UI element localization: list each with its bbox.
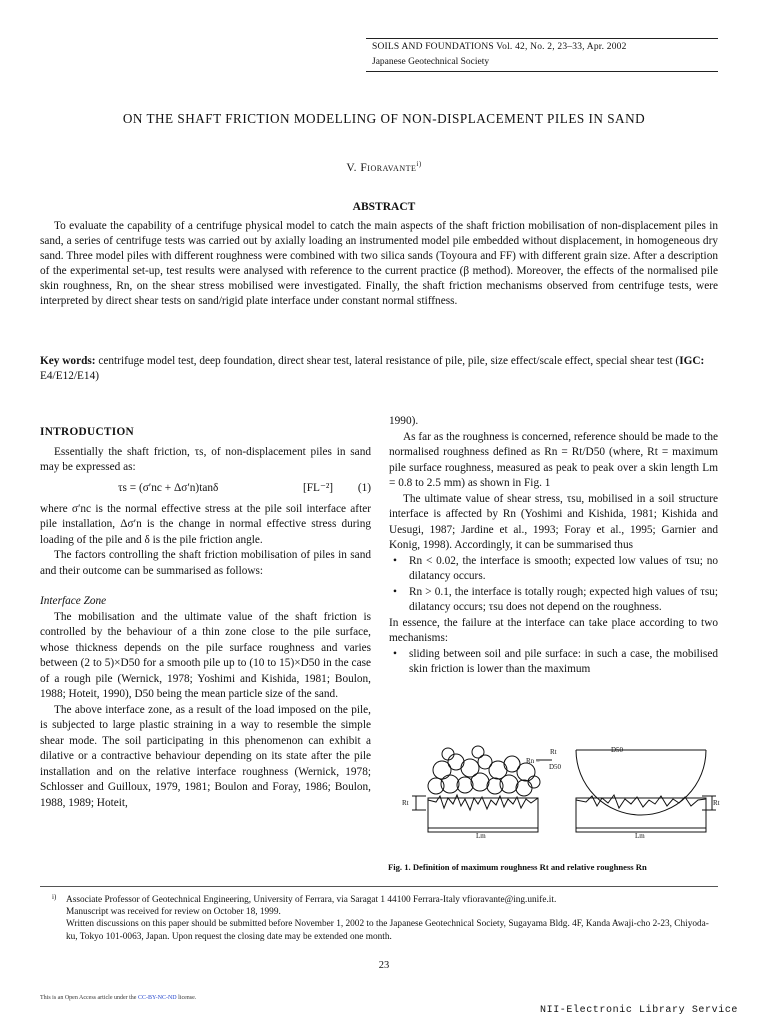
label-rn: Rn = bbox=[526, 757, 540, 765]
author-footnote-mark: i) bbox=[416, 160, 422, 168]
list-item: • Rn > 0.1, the interface is totally rough; expected high values of τsu; dilatancy occurs; τsu does not depend on the roughness. bbox=[389, 585, 718, 616]
figure-caption: Fig. 1. Definition of maximum roughness Rt and relative roughness Rn bbox=[388, 862, 647, 872]
abstract-heading: ABSTRACT bbox=[352, 201, 416, 213]
equation-number: (1) bbox=[357, 481, 371, 494]
open-access-prefix: This is an Open Access article under the bbox=[40, 995, 138, 1001]
figure-1-roughness-diagram bbox=[390, 738, 720, 856]
author-name: Fioravante bbox=[360, 161, 417, 174]
bullet-list bbox=[389, 554, 718, 616]
paragraph: As far as the roughness is concerned, reference should be made to the normalised roughness defined as Rn = Rt/D50 (where, Rt = maximum pile surface roughness, measured as peak to peak over a skin length Lm = 0.8 to 2.5 mm) as shown in Fig. 1 bbox=[389, 430, 718, 489]
paragraph: In essence, the failure at the interface can take place according to two mechanisms: bbox=[389, 616, 718, 644]
igc-codes: E4/E12/E14) bbox=[40, 370, 99, 383]
label-rt-numerator: Rt bbox=[550, 748, 557, 756]
pile-surface-left bbox=[428, 798, 538, 832]
journal-citation: SOILS AND FOUNDATIONS Vol. 42, No. 2, 23–33, Apr. 2002 bbox=[372, 42, 627, 52]
author-initial: V. bbox=[346, 161, 361, 174]
footnote-received: Manuscript was received for review on October 18, 1999. bbox=[66, 907, 281, 918]
list-item: • sliding between soil and pile surface: in such a case, the mobilised skin friction is lower than the maximum bbox=[389, 647, 718, 678]
label-d50: D50 bbox=[611, 746, 624, 754]
sand-grains bbox=[428, 746, 540, 796]
keywords-label: Key words: bbox=[40, 355, 96, 367]
list-item: • Rn < 0.02, the interface is smooth; expected low values of τsu; no dilatancy occurs. bbox=[389, 554, 718, 585]
society-name: Japanese Geotechnical Society bbox=[372, 57, 490, 67]
header-top-rule bbox=[366, 38, 718, 39]
paper-title: ON THE SHAFT FRICTION MODELLING OF NON-DISPLACEMENT PILES IN SAND bbox=[122, 111, 646, 126]
equation-units: [FL⁻²] bbox=[303, 481, 334, 494]
open-access-notice bbox=[40, 995, 196, 1001]
license-link[interactable]: CC-BY-NC-ND bbox=[137, 995, 177, 1001]
keywords bbox=[40, 354, 718, 384]
footnote bbox=[66, 894, 718, 943]
footnote-discussion: Written discussions on this paper should be submitted before November 1, 2002 to the Japanese Geotechnical Society, Sugayama Bldg. 4F, Kanda Awaji-cho 2-23, Chiyoda-ku, Tokyo 101-0063, Japan. Upon request the closing date may be extended one month. bbox=[66, 919, 709, 942]
label-rt-left: Rt bbox=[402, 799, 409, 807]
equation-1 bbox=[40, 480, 371, 500]
paragraph: Essentially the shaft friction, τs, of non-displacement piles in sand may be expressed as: bbox=[40, 445, 371, 473]
paragraph: The mobilisation and the ultimate value of the shaft friction is controlled by the behaviour of a thin zone close to the pile surface, whose thickness depends on the pile surface roughness and varies between (2 to 5)×D50 for a smooth pile up to (10 to 15)×D50 in the case of a rough pile (Wernick, 1978; Yoshimi and Kishida, 1981; Boulon, 1988; Hoteit, 1990), D50 being the mean particle size of the sand. bbox=[40, 610, 371, 700]
label-rt-right: Rt bbox=[713, 799, 720, 807]
paragraph: The factors controlling the shaft friction mobilisation of piles in sand and their outcome can be summarised as follows: bbox=[40, 549, 371, 577]
abstract-text: To evaluate the capability of a centrifuge physical model to catch the main aspects of the shaft friction mobilisation of non-displacement piles in sand, a series of centrifuge tests was carried out by axially loading an instrumented model pile embedded without displacement, in homogeneous dry sand. Three model piles with different roughness were combined with two silica sands (Toyoura and FF) with different grain size. After a description of the experimental set-up, test results were analysed with reference to the current practice (β method). Moreover, the effects of the normalised pile skin roughness, Rn, on the shear stress mobilised were investigated. Finally, the shaft friction mechanisms observed from centrifuge tests, were interpreted by direct shear tests on sand/rigid plate interface under constant normal stiffness. bbox=[40, 220, 718, 308]
label-lm-right: Lm bbox=[635, 832, 645, 840]
author-line bbox=[0, 160, 768, 174]
footnote-rule bbox=[40, 886, 718, 887]
left-column bbox=[40, 425, 371, 811]
roughness-profile-left bbox=[428, 795, 538, 810]
nii-service-label: NII-Electronic Library Service bbox=[540, 1005, 739, 1016]
subheading-interface-zone: Interface Zone bbox=[40, 595, 107, 607]
right-column bbox=[389, 414, 718, 678]
paragraph: where σ′nc is the normal effective stress at the pile soil interface after pile installation, Δσ′n is the change in normal effective stress during loading of the pile and δ is the pile friction angle. bbox=[40, 502, 371, 546]
igc-label: IGC: bbox=[679, 355, 705, 367]
paragraph: 1990). bbox=[389, 415, 419, 427]
label-lm-left: Lm bbox=[476, 832, 486, 840]
paragraph: The ultimate value of shear stress, τsu, mobilised in a soil structure interface is affected by Rn (Yoshimi and Kishida, 1981; Kishida and Uesugi, 1987; Jardine et al., 1993; Foray et al., 1995; Garnier and Konig, 1998). Accordingly, it can be summarised thus bbox=[389, 492, 718, 551]
large-grain-arc bbox=[576, 750, 706, 815]
section-heading-introduction: INTRODUCTION bbox=[40, 426, 134, 438]
keywords-text: centrifuge model test, deep foundation, direct shear test, lateral resistance of pile, pile, size effect/scale effect, special shear test ( bbox=[95, 355, 680, 367]
equation-body: τs = (σ′nc + Δσ′n)tanδ bbox=[118, 481, 219, 494]
paragraph: The above interface zone, as a result of the load imposed on the pile, is subjected to large plastic straining in a way to resemble the simple shear mode. The soil participating in this phenomenon can exhibit a dilative or a contractive behaviour depending on its state after the pile installation and on the relative interface roughness (Wernick, 1978; Schlosser and Guilloux, 1979, 1981; Boulon and Foray, 1986; Boulon, 1988, 1989; Hoteit, bbox=[40, 703, 371, 809]
label-d50-denominator: D50 bbox=[549, 763, 562, 771]
header-bottom-rule bbox=[366, 71, 718, 72]
open-access-suffix: license. bbox=[176, 995, 197, 1001]
footnote-affiliation: Associate Professor of Geotechnical Engineering, University of Ferrara, via Saragat 1 44100 Ferrara-Italy vfioravante@ing.unife.it. bbox=[66, 895, 557, 905]
bullet-list bbox=[389, 647, 718, 678]
footnote-mark: i) bbox=[52, 893, 57, 901]
page-number: 23 bbox=[378, 960, 390, 971]
